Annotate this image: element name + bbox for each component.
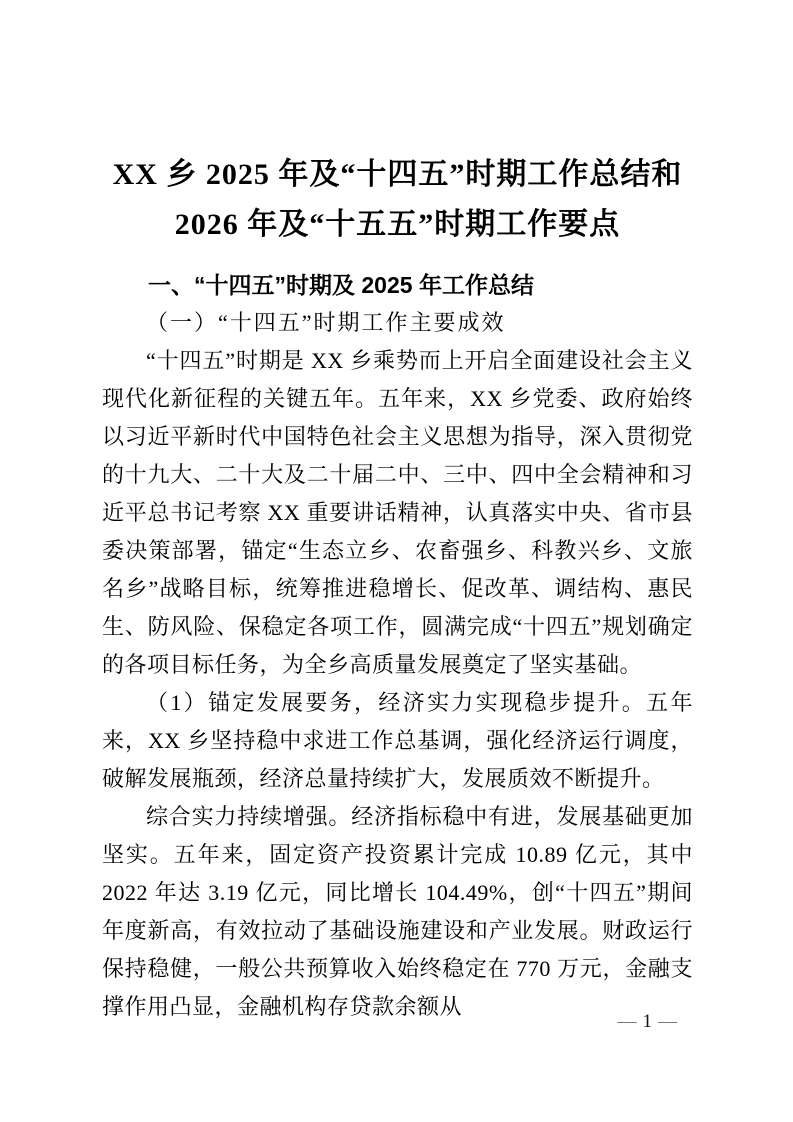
document-title-line-1: XX 乡 2025 年及“十四五”时期工作总结和 [112,158,683,191]
body-paragraph-3: 综合实力持续增强。经济指标稳中有进，发展基础更加坚实。五年来，固定资产投资累计完成 10.89 亿元，其中 2022 年达 3.19 亿元，同比增长 104.49%，创“十四五”期间年度新高，有效拉动了基础设施建设和产业发展。财政运行保持稳健，一般公共预算收入始终稳定在 770 万元，金融支撑作用凸显，金融机构存贷款余额从 [102,804,693,1019]
section-heading: 一、“十四五”时期及 2025 年工作总结 [148,272,534,298]
document-content [102,150,693,1026]
page-number-left-dash: — [617,1011,637,1032]
body-paragraph-2: （1）锚定发展要务，经济实力实现稳步提升。五年来，XX 乡坚持稳中求进工作总基调，强化经济运行调度，破解发展瓶颈，经济总量持续扩大，发展质效不断提升。 [102,690,693,791]
subsection-heading: （一）“十四五”时期工作主要成效 [146,310,506,335]
page-number-right-dash: — [658,1011,677,1032]
page-number [612,1010,684,1034]
page-number-value: 1 [642,1011,652,1032]
body-paragraph-1: “十四五”时期是 XX 乡乘势而上开启全面建设社会主义现代化新征程的关键五年。五年来，XX 乡党委、政府始终以习近平新时代中国特色社会主义思想为指导，深入贯彻党的十九大、二十大及二十届二中、三中、四中全会精神和习近平总书记考察 XX 重要讲话精神，认真落实中央、省市县委决策部署，锚定“生态立乡、农畜强乡、科教兴乡、文旅名乡”战略目标，统筹推进稳增长、促改革、调结构、惠民生、防风险、保稳定各项工作，圆满完成“十四五”规划确定的各项目标任务，为全乡高质量发展奠定了坚实基础。 [102,348,693,677]
document-title [102,150,693,250]
document-title-line-2: 2026 年及“十五五”时期工作要点 [174,208,621,241]
